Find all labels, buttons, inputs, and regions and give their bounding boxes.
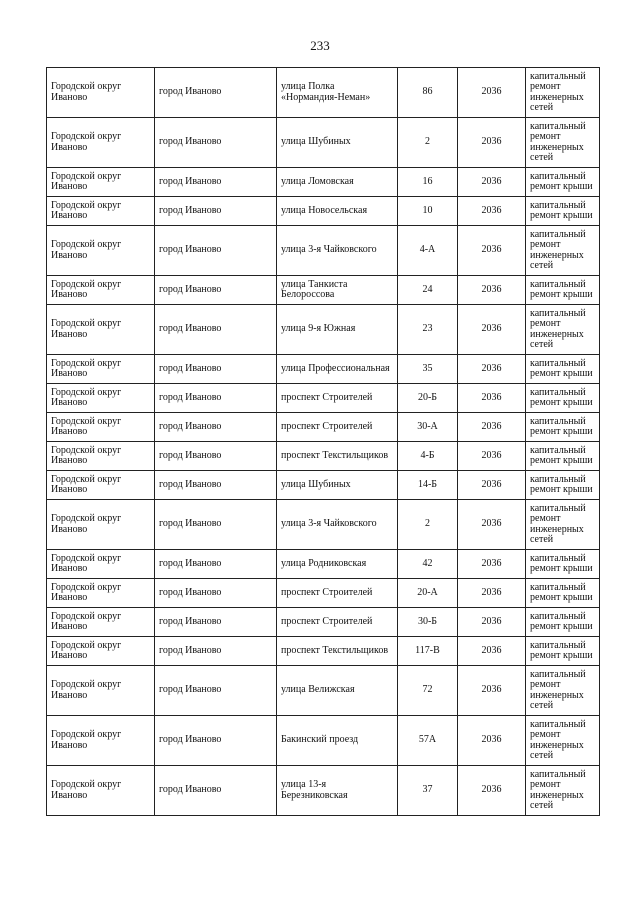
district-cell: Городской округ Иваново — [47, 716, 155, 766]
street-cell: улица Родниковская — [277, 550, 398, 579]
work-cell: капитальный ремонт инженерных сетей — [526, 716, 600, 766]
city-cell: город Иваново — [155, 500, 277, 550]
district-cell: Городской округ Иваново — [47, 766, 155, 816]
work-cell: капитальный ремонт инженерных сетей — [526, 766, 600, 816]
year-cell: 2036 — [458, 471, 526, 500]
district-cell: Городской округ Иваново — [47, 226, 155, 276]
district-cell: Городской округ Иваново — [47, 355, 155, 384]
table-row — [47, 766, 600, 816]
year-cell: 2036 — [458, 500, 526, 550]
street-cell: улица 3-я Чайковского — [277, 500, 398, 550]
house-cell: 24 — [398, 276, 458, 305]
table-row — [47, 68, 600, 118]
work-cell: капитальный ремонт инженерных сетей — [526, 666, 600, 716]
city-cell: город Иваново — [155, 118, 277, 168]
house-cell: 10 — [398, 197, 458, 226]
district-cell: Городской округ Иваново — [47, 471, 155, 500]
street-cell: улица 9-я Южная — [277, 305, 398, 355]
year-cell: 2036 — [458, 442, 526, 471]
table-row — [47, 413, 600, 442]
table-row — [47, 384, 600, 413]
house-cell: 20-Б — [398, 384, 458, 413]
house-cell: 16 — [398, 168, 458, 197]
year-cell: 2036 — [458, 355, 526, 384]
city-cell: город Иваново — [155, 355, 277, 384]
year-cell: 2036 — [458, 550, 526, 579]
year-cell: 2036 — [458, 226, 526, 276]
city-cell: город Иваново — [155, 666, 277, 716]
district-cell: Городской округ Иваново — [47, 384, 155, 413]
district-cell: Городской округ Иваново — [47, 637, 155, 666]
house-cell: 23 — [398, 305, 458, 355]
city-cell: город Иваново — [155, 305, 277, 355]
year-cell: 2036 — [458, 716, 526, 766]
work-cell: капитальный ремонт крыши — [526, 442, 600, 471]
street-cell: проспект Строителей — [277, 384, 398, 413]
city-cell: город Иваново — [155, 579, 277, 608]
work-cell: капитальный ремонт инженерных сетей — [526, 305, 600, 355]
city-cell: город Иваново — [155, 637, 277, 666]
city-cell: город Иваново — [155, 716, 277, 766]
city-cell: город Иваново — [155, 68, 277, 118]
street-cell: улица Профессиональная — [277, 355, 398, 384]
city-cell: город Иваново — [155, 550, 277, 579]
table-row — [47, 197, 600, 226]
work-cell: капитальный ремонт крыши — [526, 355, 600, 384]
city-cell: город Иваново — [155, 197, 277, 226]
year-cell: 2036 — [458, 579, 526, 608]
district-cell: Городской округ Иваново — [47, 442, 155, 471]
street-cell: улица Шубиных — [277, 118, 398, 168]
house-cell: 37 — [398, 766, 458, 816]
work-cell: капитальный ремонт крыши — [526, 168, 600, 197]
work-cell: капитальный ремонт инженерных сетей — [526, 68, 600, 118]
house-cell: 30-Б — [398, 608, 458, 637]
table-row — [47, 442, 600, 471]
street-cell: улица Шубиных — [277, 471, 398, 500]
table-row — [47, 226, 600, 276]
district-cell: Городской округ Иваново — [47, 666, 155, 716]
city-cell: город Иваново — [155, 608, 277, 637]
city-cell: город Иваново — [155, 276, 277, 305]
work-cell: капитальный ремонт инженерных сетей — [526, 226, 600, 276]
district-cell: Городской округ Иваново — [47, 168, 155, 197]
table-row — [47, 118, 600, 168]
street-cell: улица Ломовская — [277, 168, 398, 197]
table-row — [47, 550, 600, 579]
district-cell: Городской округ Иваново — [47, 550, 155, 579]
city-cell: город Иваново — [155, 442, 277, 471]
table-row — [47, 305, 600, 355]
table-row — [47, 471, 600, 500]
street-cell: улица 13-я Березниковская — [277, 766, 398, 816]
work-cell: капитальный ремонт инженерных сетей — [526, 500, 600, 550]
work-cell: капитальный ремонт крыши — [526, 197, 600, 226]
city-cell: город Иваново — [155, 226, 277, 276]
street-cell: Бакинский проезд — [277, 716, 398, 766]
house-cell: 4-А — [398, 226, 458, 276]
repair-schedule-table — [46, 67, 600, 816]
work-cell: капитальный ремонт крыши — [526, 579, 600, 608]
work-cell: капитальный ремонт крыши — [526, 608, 600, 637]
house-cell: 42 — [398, 550, 458, 579]
house-cell: 35 — [398, 355, 458, 384]
year-cell: 2036 — [458, 608, 526, 637]
street-cell: проспект Текстильщиков — [277, 442, 398, 471]
table-body — [47, 68, 600, 816]
house-cell: 57А — [398, 716, 458, 766]
year-cell: 2036 — [458, 118, 526, 168]
table-row — [47, 276, 600, 305]
page-number: 233 — [310, 38, 330, 53]
table-row — [47, 355, 600, 384]
city-cell: город Иваново — [155, 766, 277, 816]
work-cell: капитальный ремонт инженерных сетей — [526, 118, 600, 168]
district-cell: Городской округ Иваново — [47, 500, 155, 550]
table-row — [47, 666, 600, 716]
street-cell: проспект Текстильщиков — [277, 637, 398, 666]
house-cell: 2 — [398, 118, 458, 168]
house-cell: 20-А — [398, 579, 458, 608]
house-cell: 2 — [398, 500, 458, 550]
year-cell: 2036 — [458, 197, 526, 226]
year-cell: 2036 — [458, 766, 526, 816]
table-row — [47, 168, 600, 197]
table-row — [47, 608, 600, 637]
street-cell: проспект Строителей — [277, 413, 398, 442]
work-cell: капитальный ремонт крыши — [526, 276, 600, 305]
work-cell: капитальный ремонт крыши — [526, 471, 600, 500]
house-cell: 14-Б — [398, 471, 458, 500]
work-cell: капитальный ремонт крыши — [526, 550, 600, 579]
year-cell: 2036 — [458, 168, 526, 197]
work-cell: капитальный ремонт крыши — [526, 413, 600, 442]
street-cell: улица Велижская — [277, 666, 398, 716]
district-cell: Городской округ Иваново — [47, 579, 155, 608]
year-cell: 2036 — [458, 666, 526, 716]
table-row — [47, 716, 600, 766]
street-cell: улица 3-я Чайковского — [277, 226, 398, 276]
district-cell: Городской округ Иваново — [47, 118, 155, 168]
work-cell: капитальный ремонт крыши — [526, 637, 600, 666]
year-cell: 2036 — [458, 276, 526, 305]
house-cell: 86 — [398, 68, 458, 118]
city-cell: город Иваново — [155, 384, 277, 413]
work-cell: капитальный ремонт крыши — [526, 384, 600, 413]
house-cell: 30-А — [398, 413, 458, 442]
year-cell: 2036 — [458, 637, 526, 666]
district-cell: Городской округ Иваново — [47, 413, 155, 442]
house-cell: 72 — [398, 666, 458, 716]
district-cell: Городской округ Иваново — [47, 608, 155, 637]
house-cell: 117-В — [398, 637, 458, 666]
street-cell: улица Полка «Нормандия-Неман» — [277, 68, 398, 118]
city-cell: город Иваново — [155, 168, 277, 197]
year-cell: 2036 — [458, 68, 526, 118]
year-cell: 2036 — [458, 384, 526, 413]
house-cell: 4-Б — [398, 442, 458, 471]
street-cell: улица Танкиста Белороссова — [277, 276, 398, 305]
district-cell: Городской округ Иваново — [47, 197, 155, 226]
street-cell: проспект Строителей — [277, 579, 398, 608]
city-cell: город Иваново — [155, 413, 277, 442]
city-cell: город Иваново — [155, 471, 277, 500]
year-cell: 2036 — [458, 413, 526, 442]
street-cell: улица Новосельская — [277, 197, 398, 226]
table-row — [47, 637, 600, 666]
district-cell: Городской округ Иваново — [47, 305, 155, 355]
year-cell: 2036 — [458, 305, 526, 355]
district-cell: Городской округ Иваново — [47, 68, 155, 118]
district-cell: Городской округ Иваново — [47, 276, 155, 305]
street-cell: проспект Строителей — [277, 608, 398, 637]
table-row — [47, 500, 600, 550]
table-row — [47, 579, 600, 608]
